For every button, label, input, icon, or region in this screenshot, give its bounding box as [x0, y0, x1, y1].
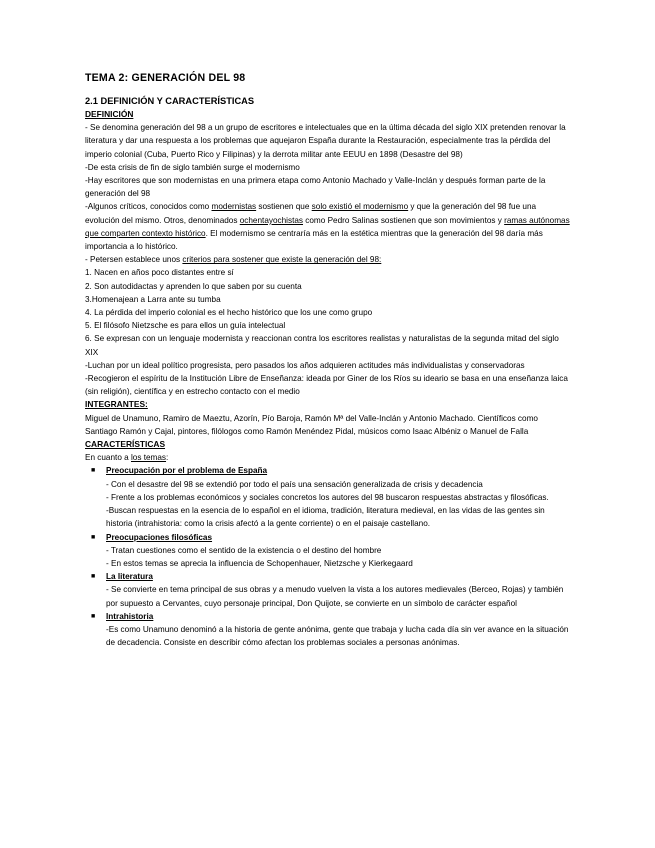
square-bullet-icon: ■ [91, 533, 96, 541]
definicion-paragraph: - Se denomina generación del 98 a un grupo de escritores e intelectuales que en la última década del siglo XIX pretenden renovar la literatura y dar una respuesta a los problemas que aquejaron España durante la Restauración, especialmente tras la pérdida del imperio colonial (Cuba, Puerto Rico y Filipinas) y la derrota militar ante EEUU en 1898 (Desastre del 98) [85, 123, 566, 159]
bullet-label: La literatura [106, 572, 153, 582]
document-title: TEMA 2: GENERACIÓN DEL 98 [85, 72, 246, 84]
text-run: En cuanto a [85, 453, 131, 463]
bullet-line: - Se convierte en tema principal de sus obras y a menudo vuelven la vista a los autores medievales (Berceo, Rojas) y también por supuesto a Cervantes, cuyo personaje principal, Don Quijote, se convierte en un símbolo de carácter español [106, 585, 564, 608]
bullet-line: - En estos temas se aprecia la influencia de Schopenhauer, Nietzsche y Kierkegaard [106, 558, 413, 568]
underlined-term: ramas autónomas que comparten contexto histórico [85, 215, 570, 238]
definicion-heading: DEFINICIÓN [85, 109, 134, 119]
section-title: 2.1 DEFINICIÓN Y CARACTERÍSTICAS [85, 96, 255, 106]
text-run: sostienen que [256, 202, 312, 212]
square-bullet-icon: ■ [91, 612, 96, 620]
definicion-paragraph: -De esta crisis de fin de siglo también surge el modernismo [85, 162, 300, 172]
underlined-term: los temas [130, 453, 167, 463]
definicion-paragraph: -Recogieron el espíritu de la Institución Libre de Enseñanza: ideada por Giner de los Ríos su ideario se basa en una enseñanza laica (sin religión), científica y en estrecho contacto con el medio [85, 374, 568, 397]
definicion-paragraph: -Luchan por un ideal político progresista, pero pasados los años adquieren actitudes más individualistas y conservadoras [85, 360, 525, 370]
square-bullet-icon: ■ [91, 573, 96, 581]
bullet-label: Intrahistoria [106, 611, 154, 621]
document-content [85, 71, 570, 649]
bullet-item [85, 531, 570, 544]
caracteristicas-heading: CARACTERÍSTICAS [85, 439, 166, 450]
text-run: : [166, 453, 169, 463]
bullet-line: - Tratan cuestiones como el sentido de la existencia o el destino del hombre [106, 545, 382, 555]
temas-intro [85, 451, 570, 464]
underlined-term: criterios para sostener que existe la generación del 98: [182, 255, 382, 265]
criterio-item: 4. La pérdida del imperio colonial es el hecho histórico que los une como grupo [85, 308, 373, 318]
underlined-term: ochentayochistas [239, 215, 303, 225]
text-run: como Pedro Salinas sostienen que son movimientos y [303, 215, 505, 225]
integrantes-heading: INTEGRANTES: [85, 399, 148, 410]
square-bullet-icon: ■ [91, 467, 96, 475]
criterio-item: 1. Nacen en años poco distantes entre sí [85, 268, 234, 278]
bullet-label: Preocupación por el problema de España [106, 466, 268, 476]
underlined-term: modernistas [211, 202, 257, 212]
criticos-paragraph [85, 200, 570, 253]
criterio-item: 2. Son autodidactas y aprenden lo que saben por su cuenta [85, 281, 302, 291]
text-run: . El modernismo se centraría más en la estética mientras que la generación del 98 daría más importancia a lo histórico. [85, 228, 543, 252]
bullet-line: -Buscan respuestas en la esencia de lo español en el idioma, tradición, literatura medieval, en las vidas de las gentes sin historia (intrahistoria: como la crisis afectó a la gente corriente) o en el paisaje castellano. [106, 506, 545, 529]
bullet-item [85, 610, 570, 623]
criterio-item: 5. El filósofo Nietzsche es para ellos un guía intelectual [85, 321, 286, 331]
bullet-line: -Es como Unamuno denominó a la historia de gente anónima, gente que trabaja y lucha cada día sin ver avance en la situación de decadencia. Consiste en describir cómo afectan los problemas sociales a personas anónimas. [106, 624, 569, 648]
bullet-line: - Frente a los problemas económicos y sociales concretos los autores del 98 buscaron respuestas abstractas y filosóficas. [106, 492, 549, 502]
underlined-term: solo existió el modernismo [311, 202, 409, 212]
integrantes-text: Miguel de Unamuno, Ramiro de Maeztu, Azorín, Pío Baroja, Ramón Mª del Valle-Inclán y Antonio Machado. Científicos como Santiago Ramón y Cajal, pintores, filólogos como Ramón Menéndez Pidal, músicos como Isaac Albéniz o Manuel de Falla [85, 413, 538, 436]
bullet-label: Preocupaciones filosóficas [106, 532, 213, 542]
bullet-item [85, 464, 570, 477]
criterio-item: 6. Se expresan con un lenguaje modernista y reaccionan contra los escritores realistas y naturalistas de la segunda mitad del siglo XIX [85, 334, 559, 357]
definicion-paragraph: -Hay escritores que son modernistas en una primera etapa como Antonio Machado y Valle-Inclán y después forman parte de la generación del 98 [85, 176, 546, 199]
bullet-line: - Con el desastre del 98 se extendió por todo el país una sensación generalizada de crisis y decadencia [106, 479, 483, 489]
text-run: y que la generación del 98 fue una evolución del mismo. Otros, denominados [85, 202, 537, 225]
criterio-item: 3.Homenajean a Larra ante su tumba [85, 294, 221, 304]
text-run: - Petersen establece unos [85, 255, 183, 265]
text-run: -Algunos críticos, conocidos como [85, 202, 212, 212]
bullet-item [85, 570, 570, 583]
petersen-paragraph [85, 253, 570, 266]
